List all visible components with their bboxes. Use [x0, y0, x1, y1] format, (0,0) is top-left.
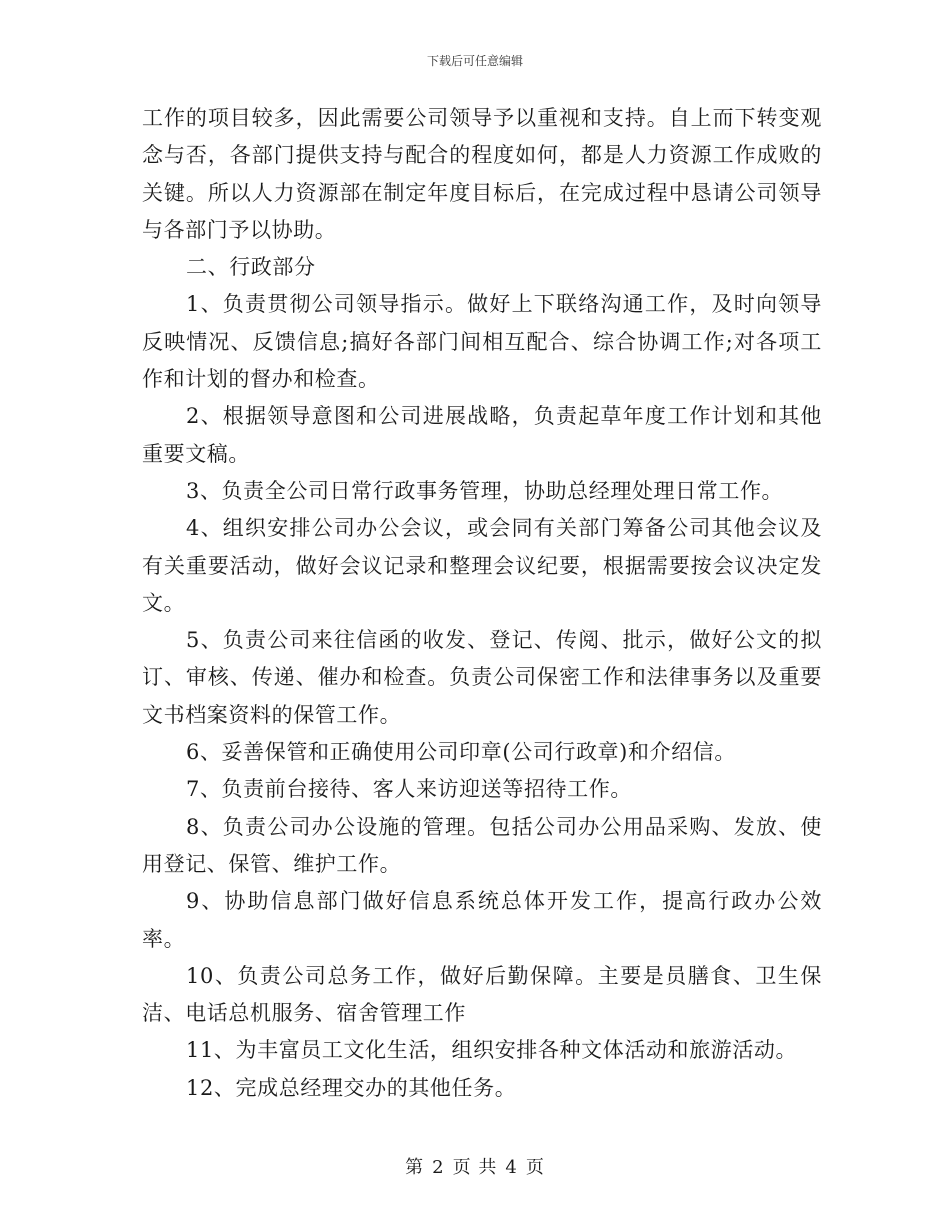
list-item-2: 2、根据领导意图和公司进展战略，负责起草年度工作计划和其他重要文稿。 [142, 404, 822, 466]
paragraph-continuation: 工作的项目较多，因此需要公司领导予以重视和支持。自上而下转变观念与否，各部门提供支持与配合的程度如何，都是人力资源工作成败的关键。所以人力资源部在制定年度目标后，在完成过程中恳请公司领导与各部门予以协助。 [142, 106, 822, 242]
list-item-9: 9、协助信息部门做好信息系统总体开发工作，提高行政办公效率。 [142, 889, 822, 951]
footer-prefix: 第 [405, 1157, 425, 1178]
list-item-1: 1、负责贯彻公司领导指示。做好上下联络沟通工作，及时向领导反映情况、反馈信息;搞好各部门间相互配合、综合协调工作;对各项工作和计划的督办和检查。 [142, 292, 822, 392]
list-item-3: 3、负责全公司日常行政事务管理，协助总经理处理日常工作。 [186, 478, 784, 503]
document-body [142, 100, 822, 1107]
list-item-7: 7、负责前台接待、客人来访迎送等招待工作。 [186, 777, 632, 802]
total-pages-number: 4 [505, 1157, 518, 1178]
footer-suffix: 页 [525, 1157, 545, 1178]
list-item-6: 6、妥善保管和正确使用公司印章(公司行政章)和介绍信。 [186, 740, 736, 765]
list-item-12: 12、完成总经理交办的其他任务。 [186, 1075, 517, 1100]
list-item-4: 4、组织安排公司办公会议，或会同有关部门筹备公司其他会议及有关重要活动，做好会议记录和整理会议纪要，根据需要按会议决定发文。 [142, 516, 822, 615]
current-page-number: 2 [432, 1157, 445, 1178]
section-heading-admin: 二、行政部分 [186, 255, 316, 280]
list-item-11: 11、为丰富员工文化生活，组织安排各种文体活动和旅游活动。 [186, 1038, 798, 1063]
page-header: 下载后可任意编辑 [426, 54, 523, 68]
page-footer [0, 1153, 950, 1179]
list-item-5: 5、负责公司来往信函的收发、登记、传阅、批示，做好公文的拟订、审核、传递、催办和检查。负责公司保密工作和法律事务以及重要文书档案资料的保管工作。 [142, 628, 822, 727]
list-item-10: 10、负责公司总务工作，做好后勤保障。主要是员膳食、卫生保洁、电话总机服务、宿舍管理工作 [142, 963, 822, 1026]
list-item-8: 8、负责公司办公设施的管理。包括公司办公用品采购、发放、使用登记、保管、维护工作。 [142, 814, 822, 876]
footer-middle: 页 共 [452, 1157, 498, 1178]
